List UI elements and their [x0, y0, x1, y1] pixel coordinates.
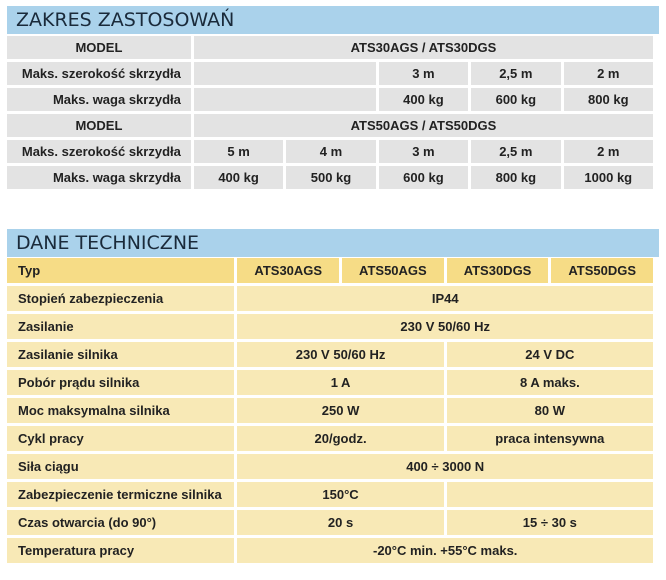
table-row — [7, 166, 653, 189]
model-name: ATS50AGS / ATS50DGS — [194, 114, 653, 137]
row-label: Zabezpieczenie termiczne silnika — [7, 482, 234, 507]
max-weight-label: Maks. waga skrzydła — [7, 166, 191, 189]
table-row — [7, 140, 653, 163]
table-row — [7, 370, 653, 395]
row-label: Siła ciągu — [7, 454, 234, 479]
type-header: ATS50AGS — [342, 258, 444, 283]
table-cell: 500 kg — [286, 166, 375, 189]
table-row — [7, 482, 653, 507]
table-cell: 600 kg — [471, 88, 560, 111]
model-label: MODEL — [7, 36, 191, 59]
table-cell: 8 A maks. — [447, 370, 653, 395]
row-label: Zasilanie silnika — [7, 342, 234, 367]
table-row — [7, 398, 653, 423]
type-header: ATS50DGS — [551, 258, 653, 283]
table-cell: 1000 kg — [564, 166, 653, 189]
technical-data-table — [4, 255, 656, 566]
table-row — [7, 426, 653, 451]
model-name: ATS30AGS / ATS30DGS — [194, 36, 653, 59]
type-header: ATS30DGS — [447, 258, 549, 283]
table-cell: praca intensywna — [447, 426, 653, 451]
table-cell: 400 ÷ 3000 N — [237, 454, 653, 479]
row-label: Stopień zabezpieczenia — [7, 286, 234, 311]
table-cell: 2 m — [564, 62, 653, 85]
model-label: MODEL — [7, 114, 191, 137]
table-cell: 230 V 50/60 Hz — [237, 342, 443, 367]
table-row — [7, 314, 653, 339]
table-cell: 3 m — [379, 140, 468, 163]
table-cell: 250 W — [237, 398, 443, 423]
table-row — [7, 36, 653, 59]
table-cell: 15 ÷ 30 s — [447, 510, 653, 535]
table-cell: IP44 — [237, 286, 653, 311]
row-label: Cykl pracy — [7, 426, 234, 451]
type-header: ATS30AGS — [237, 258, 339, 283]
table-cell: 800 kg — [471, 166, 560, 189]
table-cell: 1 A — [237, 370, 443, 395]
table-cell: 150°C — [237, 482, 443, 507]
table-row — [7, 114, 653, 137]
table-cell: 20 s — [237, 510, 443, 535]
table-cell: 24 V DC — [447, 342, 653, 367]
table-cell: 3 m — [379, 62, 468, 85]
table-row — [7, 510, 653, 535]
max-width-label: Maks. szerokość skrzydła — [7, 62, 191, 85]
table-cell: 600 kg — [379, 166, 468, 189]
row-label: Czas otwarcia (do 90°) — [7, 510, 234, 535]
table-row — [7, 88, 653, 111]
table-cell: 5 m — [194, 140, 283, 163]
tech-section-title: DANE TECHNICZNE — [7, 229, 659, 257]
row-label: Temperatura pracy — [7, 538, 234, 563]
table-cell: 2 m — [564, 140, 653, 163]
table-cell: 20/godz. — [237, 426, 443, 451]
table-cell: 400 kg — [194, 166, 283, 189]
scope-section-title: ZAKRES ZASTOSOWAŃ — [7, 6, 659, 34]
row-label: Moc maksymalna silnika — [7, 398, 234, 423]
table-cell: -20°C min. +55°C maks. — [237, 538, 653, 563]
table-cell: 230 V 50/60 Hz — [237, 314, 653, 339]
table-cell: 2,5 m — [471, 62, 560, 85]
row-label: Zasilanie — [7, 314, 234, 339]
table-row — [7, 342, 653, 367]
table-cell: 80 W — [447, 398, 653, 423]
application-scope-table — [4, 33, 656, 192]
table-cell: 4 m — [286, 140, 375, 163]
empty-cell — [194, 62, 376, 85]
max-weight-label: Maks. waga skrzydła — [7, 88, 191, 111]
table-row — [7, 454, 653, 479]
table-cell — [447, 482, 653, 507]
table-header-row — [7, 258, 653, 283]
type-label: Typ — [7, 258, 234, 283]
empty-cell — [194, 88, 376, 111]
table-cell: 400 kg — [379, 88, 468, 111]
table-row — [7, 538, 653, 563]
table-cell: 800 kg — [564, 88, 653, 111]
row-label: Pobór prądu silnika — [7, 370, 234, 395]
table-row — [7, 286, 653, 311]
max-width-label: Maks. szerokość skrzydła — [7, 140, 191, 163]
table-cell: 2,5 m — [471, 140, 560, 163]
table-row — [7, 62, 653, 85]
